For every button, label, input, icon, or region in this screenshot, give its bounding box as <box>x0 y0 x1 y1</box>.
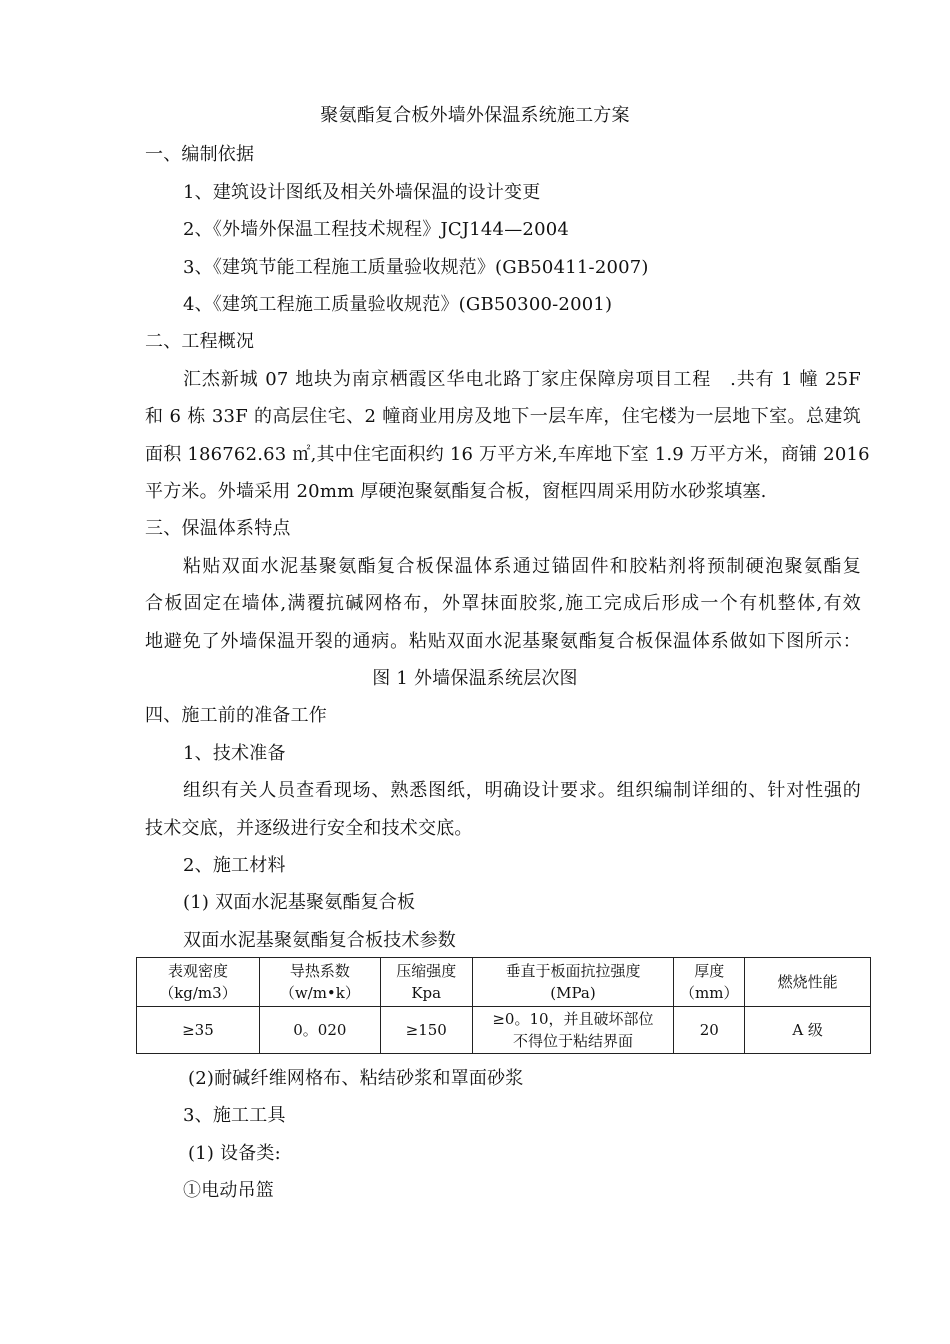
section1-heading: 一、编制依据 <box>145 144 255 165</box>
table-header-cell: 厚度 （mm） <box>674 958 745 1007</box>
section4-sub3-heading: 3、施工工具 <box>183 1105 286 1126</box>
section2-paragraph-line: 平方米。外墙采用 20mm 厚硬泡聚氨酯复合板，窗框四周采用防水砂浆填塞. <box>145 481 767 502</box>
section3-paragraph-line: 粘贴双面水泥基聚氨酯复合板保温体系通过锚固件和胶粘剂将预制硬泡聚氨酯复 <box>183 556 861 577</box>
section3-paragraph-line: 合板固定在墙体,满覆抗碱网格布，外罩抹面胶浆,施工完成后形成一个有机整体,有效 <box>145 593 861 614</box>
section1-item: 3、《建筑节能工程施工质量验收规范》(GB50411-2007) <box>183 257 649 278</box>
table-cell: ≥150 <box>380 1007 472 1054</box>
table-header-cell: 表观密度 （kg/m3） <box>137 958 260 1007</box>
table-cell: 20 <box>674 1007 745 1054</box>
table-header-cell: 垂直于板面抗拉强度 (MPa) <box>472 958 674 1007</box>
section2-heading: 二、工程概况 <box>145 331 255 352</box>
section4-sub1-paragraph-line: 技术交底，并逐级进行安全和技术交底。 <box>145 818 473 839</box>
tools-heading: (1) 设备类: <box>188 1143 281 1164</box>
table-header-cell: 燃烧性能 <box>745 958 871 1007</box>
material-item: (2)耐碱纤维网格布、粘结砂浆和罩面砂浆 <box>188 1068 524 1089</box>
section4-sub1-paragraph-line: 组织有关人员查看现场、熟悉图纸，明确设计要求。组织编制详细的、针对性强的 <box>183 780 861 801</box>
table-row <box>137 1007 871 1054</box>
table-title: 双面水泥基聚氨酯复合板技术参数 <box>183 930 456 951</box>
section1-item: 4、《建筑工程施工质量验收规范》(GB50300-2001) <box>183 294 613 315</box>
table-cell: A 级 <box>745 1007 871 1054</box>
section4-sub2-heading: 2、施工材料 <box>183 855 286 876</box>
section4-sub1-heading: 1、技术准备 <box>183 743 286 764</box>
table-header-row <box>137 958 871 1007</box>
document-title: 聚氨酯复合板外墙外保温系统施工方案 <box>320 105 630 126</box>
section4-heading: 四、施工前的准备工作 <box>145 705 327 726</box>
table-header-cell: 压缩强度 Kpa <box>380 958 472 1007</box>
section3-paragraph-line: 地避免了外墙保温开裂的通病。粘贴双面水泥基聚氨酯复合板保温体系做如下图所示： <box>145 631 861 652</box>
section1-item: 1、建筑设计图纸及相关外墙保温的设计变更 <box>183 182 541 203</box>
section3-heading: 三、保温体系特点 <box>145 518 291 539</box>
section1-item: 2、《外墙外保温工程技术规程》JCJ144—2004 <box>183 219 570 240</box>
section2-paragraph-line: 汇杰新城 07 地块为南京栖霞区华电北路丁家庄保障房项目工程 .共有 1 幢 25F <box>183 369 861 390</box>
technical-parameters-table <box>136 957 871 1054</box>
table-cell: ≥0。10，并且破坏部位 不得位于粘结界面 <box>472 1007 674 1054</box>
tool-item: ①电动吊篮 <box>183 1180 274 1201</box>
table-cell: 0。020 <box>259 1007 380 1054</box>
figure-caption: 图 1 外墙保温系统层次图 <box>372 668 578 689</box>
section2-paragraph-line: 和 6 栋 33F 的高层住宅、2 幢商业用房及地下一层车库，住宅楼为一层地下室。总建筑 <box>145 406 861 427</box>
material-item: (1) 双面水泥基聚氨酯复合板 <box>183 892 416 913</box>
table-cell: ≥35 <box>137 1007 260 1054</box>
table-header-cell: 导热系数 （w/m•k） <box>259 958 380 1007</box>
section2-paragraph-line: 面积 186762.63 ㎡,其中住宅面积约 16 万平方米,车库地下室 1.9 万平方米，商铺 2016 <box>145 444 870 465</box>
